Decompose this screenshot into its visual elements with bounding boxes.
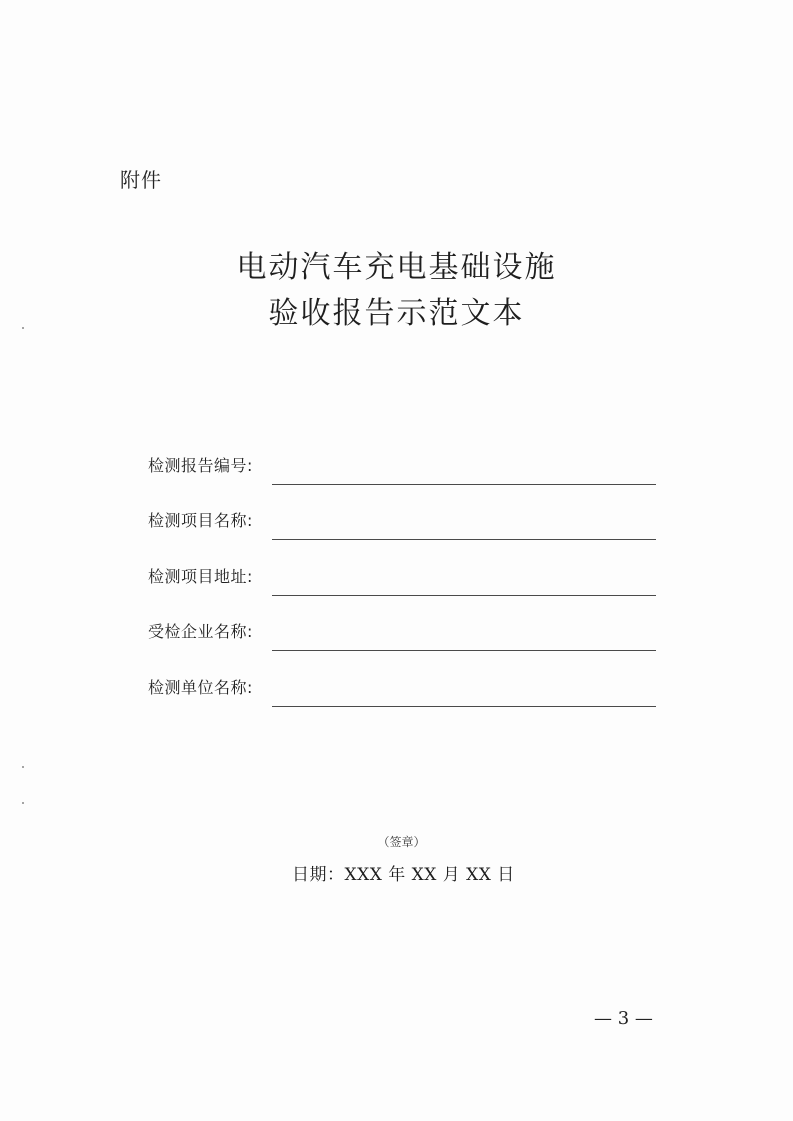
field-report-number (148, 453, 658, 493)
seal-label: （签章） (377, 835, 426, 849)
page-number: — 3 — (594, 1008, 653, 1029)
field-label: 检测项目名称: (148, 511, 253, 530)
scan-speck (22, 802, 24, 804)
document-title-line-1: 电动汽车充电基础设施 (236, 250, 557, 285)
date-line: 日期：XXX 年 XX 月 XX 日 (292, 865, 515, 885)
field-project-name (148, 508, 658, 548)
field-blank-line (272, 484, 656, 485)
field-label: 检测单位名称: (148, 678, 253, 697)
field-blank-line (272, 539, 656, 540)
scan-speck (22, 766, 24, 768)
attachment-label: 附件 (120, 168, 162, 192)
scan-speck (22, 327, 24, 329)
field-inspected-company (148, 619, 658, 659)
field-label: 受检企业名称: (148, 622, 253, 641)
field-testing-organization (148, 675, 658, 715)
field-blank-line (272, 650, 656, 651)
field-blank-line (272, 706, 656, 707)
document-title-line-2: 验收报告示范文本 (268, 296, 525, 331)
field-project-address (148, 564, 658, 604)
field-label: 检测报告编号: (148, 456, 253, 475)
field-blank-line (272, 595, 656, 596)
field-label: 检测项目地址: (148, 567, 253, 586)
